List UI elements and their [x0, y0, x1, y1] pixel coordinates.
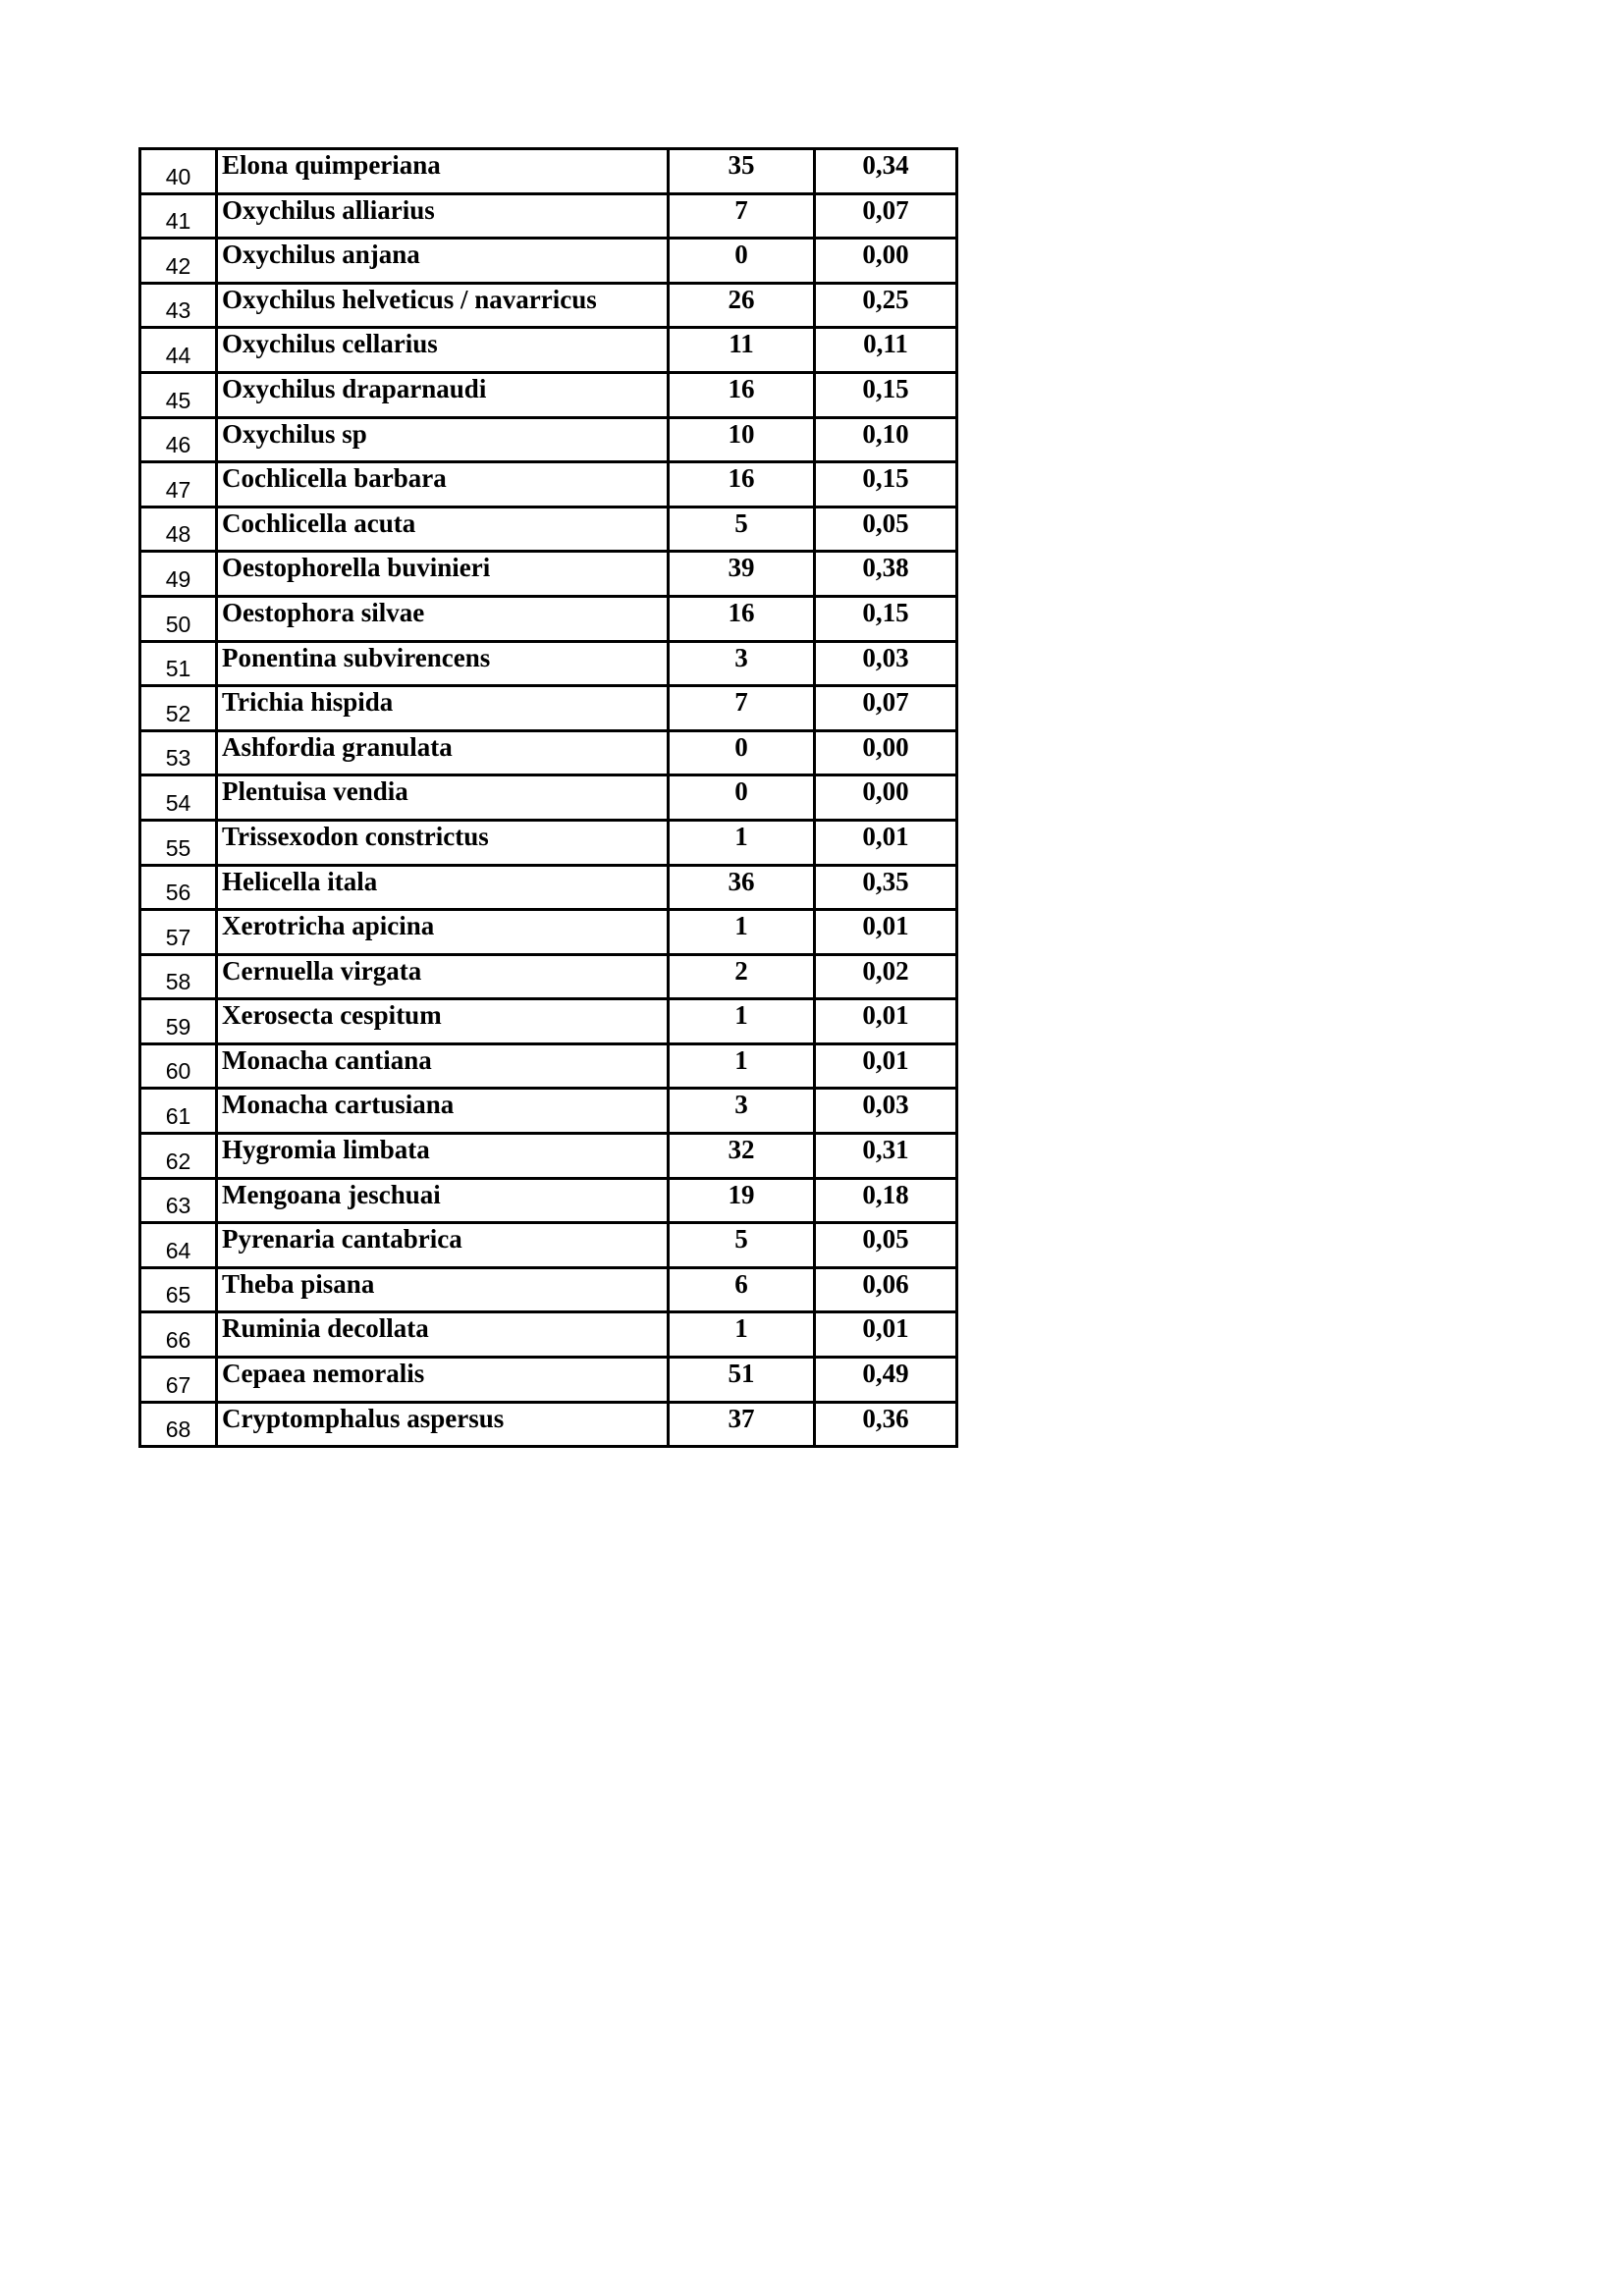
table-row: [140, 462, 957, 507]
table-row: [140, 1358, 957, 1403]
table-row: [140, 507, 957, 552]
ratio-cell: 0,01: [815, 910, 957, 955]
table-row: [140, 1043, 957, 1089]
row-number-cell: 42: [140, 239, 217, 284]
count-cell: 3: [669, 641, 815, 686]
row-number-cell: 67: [140, 1358, 217, 1403]
count-cell: 10: [669, 417, 815, 462]
species-name-cell: Oestophora silvae: [217, 596, 669, 641]
row-number-cell: 41: [140, 193, 217, 239]
count-cell: 6: [669, 1267, 815, 1312]
ratio-cell: 0,03: [815, 1089, 957, 1134]
count-cell: 7: [669, 193, 815, 239]
count-cell: 51: [669, 1358, 815, 1403]
table-row: [140, 283, 957, 328]
species-name-cell: Pyrenaria cantabrica: [217, 1223, 669, 1268]
species-name-cell: Monacha cartusiana: [217, 1089, 669, 1134]
species-name-cell: Theba pisana: [217, 1267, 669, 1312]
species-name-cell: Oestophorella buvinieri: [217, 552, 669, 597]
row-number-cell: 64: [140, 1223, 217, 1268]
row-number-cell: 58: [140, 954, 217, 999]
ratio-cell: 0,25: [815, 283, 957, 328]
row-number-cell: 47: [140, 462, 217, 507]
count-cell: 1: [669, 1043, 815, 1089]
count-cell: 3: [669, 1089, 815, 1134]
species-name-cell: Ashfordia granulata: [217, 730, 669, 775]
species-table: [138, 147, 958, 1448]
ratio-cell: 0,31: [815, 1134, 957, 1179]
table-row: [140, 820, 957, 865]
species-name-cell: Elona quimperiana: [217, 149, 669, 194]
species-name-cell: Mengoana jeschuai: [217, 1178, 669, 1223]
table-row: [140, 1402, 957, 1447]
count-cell: 32: [669, 1134, 815, 1179]
species-name-cell: Oxychilus cellarius: [217, 328, 669, 373]
row-number-cell: 45: [140, 372, 217, 417]
row-number-cell: 52: [140, 686, 217, 731]
table-row: [140, 730, 957, 775]
row-number-cell: 60: [140, 1043, 217, 1089]
ratio-cell: 0,02: [815, 954, 957, 999]
ratio-cell: 0,07: [815, 193, 957, 239]
row-number-cell: 43: [140, 283, 217, 328]
species-name-cell: Trichia hispida: [217, 686, 669, 731]
ratio-cell: 0,15: [815, 372, 957, 417]
table-row: [140, 1089, 957, 1134]
species-name-cell: Cochlicella acuta: [217, 507, 669, 552]
row-number-cell: 63: [140, 1178, 217, 1223]
ratio-cell: 0,38: [815, 552, 957, 597]
count-cell: 0: [669, 730, 815, 775]
count-cell: 0: [669, 239, 815, 284]
row-number-cell: 54: [140, 775, 217, 821]
table-row: [140, 372, 957, 417]
species-table-body: [140, 149, 957, 1447]
table-row: [140, 552, 957, 597]
ratio-cell: 0,11: [815, 328, 957, 373]
ratio-cell: 0,01: [815, 999, 957, 1044]
ratio-cell: 0,00: [815, 239, 957, 284]
ratio-cell: 0,35: [815, 865, 957, 910]
count-cell: 19: [669, 1178, 815, 1223]
ratio-cell: 0,18: [815, 1178, 957, 1223]
species-name-cell: Ponentina subvirencens: [217, 641, 669, 686]
count-cell: 1: [669, 910, 815, 955]
table-row: [140, 1267, 957, 1312]
ratio-cell: 0,05: [815, 507, 957, 552]
count-cell: 1: [669, 999, 815, 1044]
ratio-cell: 0,03: [815, 641, 957, 686]
count-cell: 37: [669, 1402, 815, 1447]
count-cell: 0: [669, 775, 815, 821]
table-row: [140, 775, 957, 821]
row-number-cell: 68: [140, 1402, 217, 1447]
count-cell: 16: [669, 462, 815, 507]
row-number-cell: 66: [140, 1312, 217, 1358]
count-cell: 26: [669, 283, 815, 328]
count-cell: 1: [669, 820, 815, 865]
row-number-cell: 51: [140, 641, 217, 686]
row-number-cell: 59: [140, 999, 217, 1044]
species-name-cell: Cochlicella barbara: [217, 462, 669, 507]
species-name-cell: Cernuella virgata: [217, 954, 669, 999]
table-row: [140, 954, 957, 999]
table-row: [140, 1312, 957, 1358]
table-row: [140, 641, 957, 686]
ratio-cell: 0,05: [815, 1223, 957, 1268]
ratio-cell: 0,01: [815, 1312, 957, 1358]
row-number-cell: 48: [140, 507, 217, 552]
row-number-cell: 61: [140, 1089, 217, 1134]
count-cell: 5: [669, 1223, 815, 1268]
table-row: [140, 193, 957, 239]
row-number-cell: 57: [140, 910, 217, 955]
table-row: [140, 149, 957, 194]
species-name-cell: Oxychilus alliarius: [217, 193, 669, 239]
species-name-cell: Helicella itala: [217, 865, 669, 910]
count-cell: 2: [669, 954, 815, 999]
table-row: [140, 865, 957, 910]
row-number-cell: 44: [140, 328, 217, 373]
species-name-cell: Cepaea nemoralis: [217, 1358, 669, 1403]
row-number-cell: 65: [140, 1267, 217, 1312]
species-name-cell: Oxychilus helveticus / navarricus: [217, 283, 669, 328]
ratio-cell: 0,49: [815, 1358, 957, 1403]
table-row: [140, 417, 957, 462]
count-cell: 35: [669, 149, 815, 194]
species-name-cell: Plentuisa vendia: [217, 775, 669, 821]
row-number-cell: 49: [140, 552, 217, 597]
count-cell: 5: [669, 507, 815, 552]
table-row: [140, 328, 957, 373]
row-number-cell: 62: [140, 1134, 217, 1179]
species-name-cell: Hygromia limbata: [217, 1134, 669, 1179]
ratio-cell: 0,00: [815, 730, 957, 775]
table-row: [140, 910, 957, 955]
count-cell: 11: [669, 328, 815, 373]
ratio-cell: 0,06: [815, 1267, 957, 1312]
count-cell: 7: [669, 686, 815, 731]
ratio-cell: 0,15: [815, 462, 957, 507]
table-row: [140, 999, 957, 1044]
species-name-cell: Oxychilus draparnaudi: [217, 372, 669, 417]
table-row: [140, 596, 957, 641]
row-number-cell: 55: [140, 820, 217, 865]
species-name-cell: Xerotricha apicina: [217, 910, 669, 955]
count-cell: 36: [669, 865, 815, 910]
table-row: [140, 1223, 957, 1268]
table-row: [140, 239, 957, 284]
species-name-cell: Cryptomphalus aspersus: [217, 1402, 669, 1447]
table-row: [140, 1134, 957, 1179]
species-name-cell: Oxychilus anjana: [217, 239, 669, 284]
species-name-cell: Trissexodon constrictus: [217, 820, 669, 865]
count-cell: 16: [669, 372, 815, 417]
count-cell: 16: [669, 596, 815, 641]
row-number-cell: 56: [140, 865, 217, 910]
row-number-cell: 46: [140, 417, 217, 462]
row-number-cell: 53: [140, 730, 217, 775]
table-row: [140, 1178, 957, 1223]
ratio-cell: 0,34: [815, 149, 957, 194]
species-name-cell: Oxychilus sp: [217, 417, 669, 462]
ratio-cell: 0,07: [815, 686, 957, 731]
table-row: [140, 686, 957, 731]
species-name-cell: Xerosecta cespitum: [217, 999, 669, 1044]
ratio-cell: 0,36: [815, 1402, 957, 1447]
ratio-cell: 0,15: [815, 596, 957, 641]
row-number-cell: 50: [140, 596, 217, 641]
count-cell: 39: [669, 552, 815, 597]
ratio-cell: 0,10: [815, 417, 957, 462]
ratio-cell: 0,01: [815, 1043, 957, 1089]
species-name-cell: Ruminia decollata: [217, 1312, 669, 1358]
ratio-cell: 0,00: [815, 775, 957, 821]
ratio-cell: 0,01: [815, 820, 957, 865]
count-cell: 1: [669, 1312, 815, 1358]
species-name-cell: Monacha cantiana: [217, 1043, 669, 1089]
row-number-cell: 40: [140, 149, 217, 194]
